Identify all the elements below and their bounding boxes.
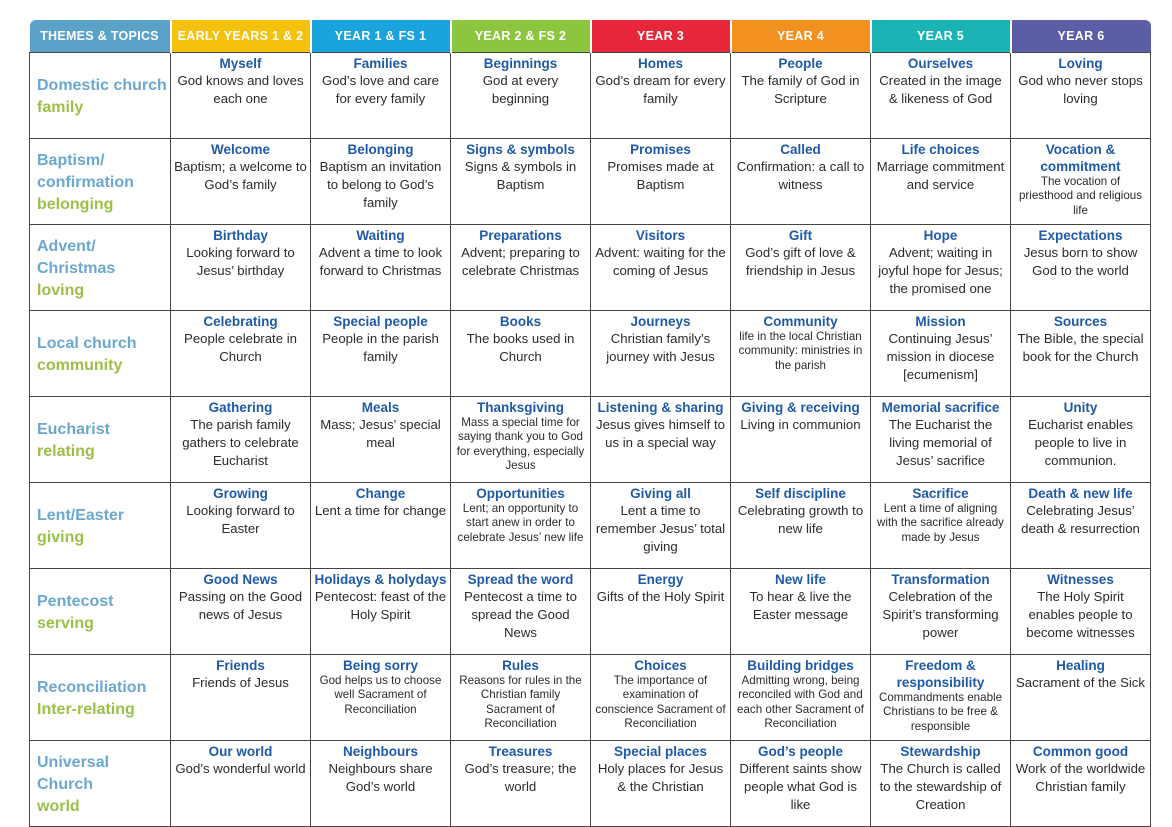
topic-description: The parish family gathers to celebrate Eucharist	[182, 417, 299, 468]
topic-description: The Eucharist the living memorial of Jesus’ sacrifice	[888, 417, 993, 468]
topic-title: Meals	[361, 400, 400, 415]
topic-title: Spread the word	[467, 572, 574, 587]
topic-cell	[171, 569, 311, 655]
theme-topic: belonging	[37, 195, 114, 213]
table-row	[30, 569, 1151, 655]
topic-description: Neighbours share God’s world	[328, 761, 433, 794]
topic-cell	[311, 53, 451, 139]
topic-description: Mass a special time for saying thank you to God for everything, especially Jesus	[456, 416, 585, 473]
table-row	[30, 53, 1151, 139]
topic-description: The Bible, the special book for the Church	[1017, 331, 1144, 364]
topic-description: Advent; waiting in joyful hope for Jesus; the promised one	[878, 245, 1003, 296]
topic-description: Lent a time to remember Jesus’ total giving	[595, 503, 726, 554]
topic-title: Belonging	[347, 142, 414, 157]
topic-cell	[171, 741, 311, 827]
topic-cell	[731, 139, 871, 225]
topic-cell	[731, 225, 871, 311]
topic-description: The Holy Spirit enables people to become witnesses	[1026, 589, 1135, 640]
topic-cell	[591, 139, 731, 225]
topic-title: Self discipline	[755, 486, 846, 501]
topic-description: Sacrament of the Sick	[1015, 675, 1145, 690]
topic-description: Created in the image & likeness of God	[879, 73, 1002, 106]
topic-title: Good News	[203, 572, 278, 587]
topic-cell	[871, 397, 1011, 483]
topic-cell	[871, 569, 1011, 655]
topic-description: Celebrating Jesus’ death & resurrection	[1021, 503, 1140, 536]
topic-cell	[591, 569, 731, 655]
topic-title: New life	[774, 572, 826, 587]
topic-cell	[1011, 139, 1151, 225]
topic-title: Signs & symbols	[466, 142, 575, 157]
topic-title: Growing	[213, 486, 268, 501]
topic-cell	[1011, 53, 1151, 139]
topic-description: life in the local Christian community: ministries in the parish	[738, 330, 863, 372]
theme-topic: giving	[37, 528, 85, 546]
theme-name: Lent/Easter	[37, 506, 125, 524]
topic-title: Giving all	[630, 486, 691, 501]
topic-cell	[311, 569, 451, 655]
topic-description: Celebrating growth to new life	[737, 503, 864, 536]
topic-description: God’s gift of love & friendship in Jesus	[745, 245, 856, 278]
topic-description: Marriage commitment and service	[876, 159, 1005, 192]
topic-cell	[451, 397, 591, 483]
topic-cell	[731, 397, 871, 483]
topic-title: Thanksgiving	[476, 400, 564, 415]
theme-name: Baptism/ confirmation	[37, 151, 134, 191]
topic-title: Loving	[1058, 56, 1103, 71]
topic-cell	[591, 741, 731, 827]
topic-cell	[731, 311, 871, 397]
column-header-3: YEAR 2 & FS 2	[451, 20, 591, 53]
column-header-2: YEAR 1 & FS 1	[311, 20, 451, 53]
topic-description: Different saints show people what God is like	[739, 761, 862, 812]
topic-description: People celebrate in Church	[184, 331, 297, 364]
topic-cell	[591, 655, 731, 741]
topic-description: Reasons for rules in the Christian family Sacrament of Reconciliation	[459, 674, 582, 731]
topic-cell	[871, 311, 1011, 397]
theme-cell	[30, 53, 171, 139]
topic-cell	[1011, 311, 1151, 397]
topic-cell	[731, 53, 871, 139]
theme-name: Universal Church	[37, 753, 110, 793]
topic-cell	[171, 311, 311, 397]
topic-description: Pentecost: feast of the Holy Spirit	[314, 589, 447, 622]
topic-description: Commandments enable Christians to be free & responsible	[878, 691, 1003, 733]
topic-description: People in the parish family	[322, 331, 439, 364]
topic-cell	[171, 397, 311, 483]
topic-cell	[451, 53, 591, 139]
topic-description: God’s wonderful world	[175, 761, 306, 776]
topic-description: Admitting wrong, being reconciled with God and each other Sacrament of Reconciliation	[737, 674, 864, 731]
topic-description: Promises made at Baptism	[607, 159, 714, 192]
topic-title: Waiting	[356, 228, 405, 243]
table-row	[30, 655, 1151, 741]
topic-description: The books used in Church	[466, 331, 575, 364]
topic-cell	[591, 397, 731, 483]
topic-title: Ourselves	[907, 56, 974, 71]
theme-name: Pentecost	[37, 592, 114, 610]
theme-topic: family	[37, 98, 84, 116]
topic-description: Looking forward to Easter	[186, 503, 295, 536]
topic-title: Promises	[630, 142, 691, 157]
topic-cell	[591, 225, 731, 311]
theme-cell	[30, 655, 171, 741]
table-row	[30, 311, 1151, 397]
topic-description: Celebration of the Spirit’s transforming power	[882, 589, 999, 640]
theme-cell	[30, 741, 171, 827]
topic-title: Celebrating	[203, 314, 278, 329]
table-row	[30, 397, 1151, 483]
topic-description: Advent a time to look forward to Christmas	[318, 245, 443, 278]
topic-cell	[451, 741, 591, 827]
topic-description: Passing on the Good news of Jesus	[178, 589, 303, 622]
theme-name: Eucharist	[37, 420, 110, 438]
topic-cell	[451, 225, 591, 311]
theme-name: Reconciliation	[37, 678, 147, 696]
topic-title: Myself	[219, 56, 262, 71]
topic-title: Journeys	[630, 314, 691, 329]
topic-description: God’s treasure; the world	[464, 761, 577, 794]
topic-title: Unity	[1063, 400, 1098, 415]
topic-title: Special people	[333, 314, 428, 329]
theme-cell	[30, 139, 171, 225]
topic-title: Common good	[1032, 744, 1129, 759]
topic-description: The family of God in Scripture	[741, 73, 860, 106]
topic-title: Holidays & holydays	[314, 572, 447, 587]
topic-description: Continuing Jesus’ mission in diocese [ecumenism]	[886, 331, 995, 382]
topic-title: Life choices	[901, 142, 980, 157]
topic-cell	[871, 655, 1011, 741]
topic-description: Signs & symbols in Baptism	[464, 159, 577, 192]
theme-name: Local church	[37, 334, 137, 352]
topic-cell	[871, 225, 1011, 311]
topic-cell	[311, 483, 451, 569]
topic-cell	[871, 483, 1011, 569]
topic-title: Freedom & responsibility	[896, 658, 985, 690]
table-row	[30, 483, 1151, 569]
topic-description: Living in communion	[740, 417, 861, 432]
topic-title: Special places	[613, 744, 708, 759]
theme-cell	[30, 569, 171, 655]
topic-cell	[311, 311, 451, 397]
theme-cell	[30, 311, 171, 397]
column-header-1: EARLY YEARS 1 & 2	[171, 20, 311, 53]
topic-title: Homes	[637, 56, 683, 71]
topic-title: Building bridges	[747, 658, 854, 673]
topic-cell	[171, 139, 311, 225]
topic-description: Lent a time of aligning with the sacrifice already made by Jesus	[877, 502, 1004, 544]
theme-cell	[30, 483, 171, 569]
topic-cell	[311, 225, 451, 311]
topic-title: Transformation	[891, 572, 990, 587]
topic-cell	[1011, 655, 1151, 741]
topic-cell	[311, 397, 451, 483]
topic-title: Giving & receiving	[741, 400, 860, 415]
topic-description: Advent; preparing to celebrate Christmas	[461, 245, 580, 278]
topic-description: Lent a time for change	[314, 503, 447, 518]
topic-title: Death & new life	[1028, 486, 1133, 501]
topic-cell	[731, 655, 871, 741]
topic-title: Preparations	[479, 228, 562, 243]
topic-cell	[171, 225, 311, 311]
topic-cell	[451, 569, 591, 655]
column-header-7: YEAR 6	[1011, 20, 1151, 53]
topic-cell	[1011, 397, 1151, 483]
topic-title: Called	[780, 142, 821, 157]
theme-topic: relating	[37, 442, 95, 460]
topic-cell	[1011, 483, 1151, 569]
topic-title: Sacrifice	[912, 486, 969, 501]
topic-description: To hear & live the Easter message	[749, 589, 852, 622]
topic-title: Welcome	[210, 142, 271, 157]
topic-title: Healing	[1056, 658, 1105, 673]
topic-title: Sources	[1053, 314, 1108, 329]
topic-description: Friends of Jesus	[192, 675, 289, 690]
topic-description: Lent; an opportunity to start anew in order to celebrate Jesus’ new life	[457, 502, 584, 544]
topic-description: Pentecost a time to spread the Good News	[464, 589, 577, 640]
topic-description: Christian family’s journey with Jesus	[606, 331, 715, 364]
topic-cell	[871, 139, 1011, 225]
column-header-0: THEMES & TOPICS	[30, 20, 171, 53]
theme-cell	[30, 225, 171, 311]
topic-title: Our world	[208, 744, 273, 759]
table-row	[30, 225, 1151, 311]
topic-cell	[311, 655, 451, 741]
topic-description: Baptism an invitation to belong to God’s family	[319, 159, 442, 210]
topic-cell	[311, 139, 451, 225]
table-body	[30, 53, 1151, 827]
topic-cell	[731, 569, 871, 655]
topic-cell	[591, 483, 731, 569]
topic-title: Listening & sharing	[597, 400, 724, 415]
topic-cell	[451, 483, 591, 569]
topic-title: Gathering	[208, 400, 273, 415]
topic-title: Opportunities	[476, 486, 565, 501]
topic-title: Birthday	[213, 228, 268, 243]
topic-cell	[591, 53, 731, 139]
topic-cell	[731, 483, 871, 569]
theme-name: Advent/ Christmas	[37, 237, 116, 277]
topic-description: God knows and loves each one	[177, 73, 304, 106]
topic-description: God who never stops loving	[1018, 73, 1143, 106]
topic-description: Holy places for Jesus & the Christian	[597, 761, 724, 794]
theme-topic: loving	[37, 281, 85, 299]
topic-title: Treasures	[488, 744, 553, 759]
topic-cell	[1011, 225, 1151, 311]
topic-title: Visitors	[635, 228, 686, 243]
topic-title: Energy	[637, 572, 684, 587]
topic-description: Jesus born to show God to the world	[1023, 245, 1138, 278]
topic-cell	[451, 311, 591, 397]
topic-title: Community	[763, 314, 838, 329]
column-header-6: YEAR 5	[871, 20, 1011, 53]
topic-title: People	[778, 56, 823, 71]
theme-topic: world	[37, 797, 80, 815]
topic-title: Witnesses	[1047, 572, 1114, 587]
topic-title: Choices	[634, 658, 687, 673]
topic-description: Advent: waiting for the coming of Jesus	[595, 245, 726, 278]
topic-description: Looking forward to Jesus’ birthday	[186, 245, 295, 278]
topic-cell	[171, 53, 311, 139]
topic-cell	[591, 311, 731, 397]
topic-description: The importance of examination of conscience Sacrament of Reconciliation	[595, 674, 726, 731]
topic-description: Eucharist enables people to live in communion.	[1028, 417, 1133, 468]
topic-title: Gift	[788, 228, 813, 243]
topic-title: Rules	[502, 658, 539, 673]
topic-title: Hope	[923, 228, 958, 243]
topic-description: Mass; Jesus’ special meal	[320, 417, 441, 450]
topic-cell	[171, 483, 311, 569]
table-row	[30, 139, 1151, 225]
topic-cell	[1011, 569, 1151, 655]
theme-cell	[30, 397, 171, 483]
topic-description: The Church is called to the stewardship of Creation	[879, 761, 1002, 812]
topic-description: Work of the worldwide Christian family	[1015, 761, 1146, 794]
topic-description: God helps us to choose well Sacrament of Reconciliation	[319, 674, 442, 716]
table-row	[30, 741, 1151, 827]
topic-cell	[871, 741, 1011, 827]
header-row	[30, 20, 1151, 53]
topic-title: Mission	[915, 314, 966, 329]
topic-title: Vocation & commitment	[1040, 142, 1121, 174]
topic-title: Books	[499, 314, 542, 329]
topic-title: Beginnings	[483, 56, 558, 71]
topic-description: The vocation of priesthood and religious life	[1018, 175, 1143, 217]
topic-title: Change	[355, 486, 406, 501]
topic-cell	[311, 741, 451, 827]
topic-description: Jesus gives himself to us in a special way	[596, 417, 725, 450]
topic-title: God’s people	[757, 744, 843, 759]
theme-topic: Inter-relating	[37, 700, 135, 718]
topic-description: God’s dream for every family	[595, 73, 726, 106]
column-header-4: YEAR 3	[591, 20, 731, 53]
topic-description: Gifts of the Holy Spirit	[596, 589, 725, 604]
topic-cell	[871, 53, 1011, 139]
curriculum-table-wrapper	[29, 20, 1151, 827]
topic-description: God’s love and care for every family	[321, 73, 440, 106]
topic-title: Being sorry	[342, 658, 419, 673]
topic-cell	[1011, 741, 1151, 827]
curriculum-table	[29, 20, 1151, 827]
topic-title: Memorial sacrifice	[881, 400, 1000, 415]
topic-cell	[451, 655, 591, 741]
column-header-5: YEAR 4	[731, 20, 871, 53]
topic-description: Baptism; a welcome to God’s family	[174, 159, 307, 192]
topic-title: Stewardship	[900, 744, 981, 759]
topic-title: Families	[353, 56, 408, 71]
topic-title: Friends	[216, 658, 265, 673]
topic-cell	[451, 139, 591, 225]
topic-description: God at every beginning	[482, 73, 559, 106]
topic-description: Confirmation: a call to witness	[736, 159, 865, 192]
theme-topic: community	[37, 356, 123, 374]
topic-title: Neighbours	[342, 744, 418, 759]
theme-name: Domestic church	[37, 76, 167, 94]
theme-topic: serving	[37, 614, 94, 632]
topic-cell	[171, 655, 311, 741]
topic-cell	[731, 741, 871, 827]
topic-title: Expectations	[1038, 228, 1123, 243]
